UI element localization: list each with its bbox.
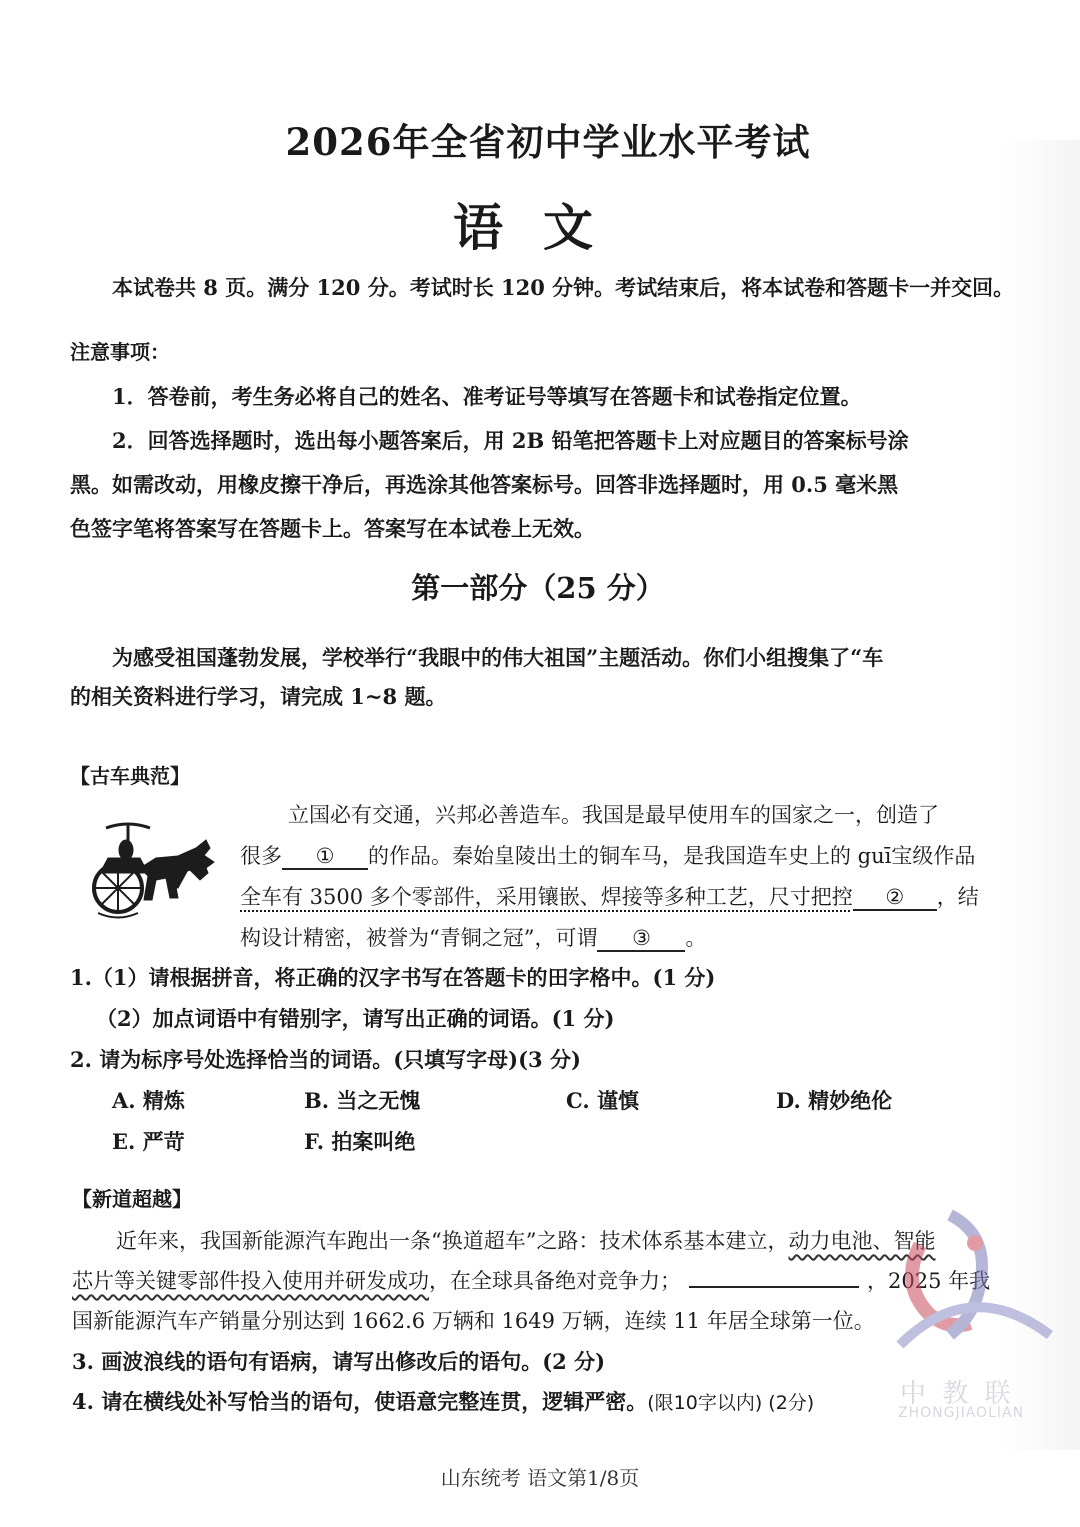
question-4-limit: (限10字以内) (2分) <box>647 1392 815 1414</box>
question-1-part-1: 1.（1）请根据拼音，将正确的汉字书写在答题卡的田字格中。(1 分) <box>70 965 716 990</box>
passage2-line-2-mid: ，在全球具备绝对竞争力； <box>429 1269 681 1293</box>
exam-intro: 本试卷共 8 页。满分 120 分。考试时长 120 分钟。考试结束后，将本试卷和答题卡一并交回。 <box>112 275 1015 300</box>
option-a: A. 精炼 <box>112 1088 185 1113</box>
option-e: E. 严苛 <box>112 1129 185 1154</box>
passage2-line-2-end: ，2025 年我 <box>867 1269 991 1293</box>
watermark-emblem-icon <box>880 1205 1065 1375</box>
option-d: D. 精妙绝伦 <box>776 1088 893 1113</box>
passage1-line-3 <box>240 881 979 911</box>
blank-2: ② <box>853 885 937 911</box>
part1-intro-line-1: 为感受祖国蓬勃发展，学校举行“我眼中的伟大祖国”主题活动。你们小组搜集了“车 <box>112 645 884 670</box>
passage2-line-1-start: 近年来，我国新能源汽车跑出一条“换道超车”之路：技术体系基本建立， <box>116 1229 789 1253</box>
passage2-heading: 【新道超越】 <box>72 1187 192 1211</box>
blank-3: ③ <box>597 926 685 952</box>
passage1-line-1: 立国必有交通，兴邦必善造车。我国是最早使用车的国家之一，创造了 <box>288 803 939 827</box>
watermark-en-text: ZHONGJIAOLIAN <box>898 1405 1025 1421</box>
exam-title: 2026年全省初中学业水平考试 <box>285 120 811 164</box>
passage1-line-2-end: 的作品。秦始皇陵出土的铜车马，是我国造车史上的 guī宝级作品 <box>368 844 976 868</box>
passage1-line-2-start: 很多 <box>240 844 282 868</box>
question-3: 3. 画波浪线的语句有语病，请写出修改后的语句。(2 分) <box>72 1349 606 1374</box>
question-4-text: 4. 请在横线处补写恰当的语句，使语意完整连贯，逻辑严密。 <box>72 1389 648 1414</box>
passage2-line-2 <box>72 1265 990 1295</box>
passage1-line-2 <box>240 840 975 870</box>
question-2: 2. 请为标序号处选择恰当的词语。(只填写字母)(3 分) <box>70 1047 581 1072</box>
bronze-chariot-image <box>78 818 223 923</box>
passage1-line-4-start: 构设计精密，被誉为“青铜之冠”，可谓 <box>240 926 598 950</box>
notes-item-1: 1．答卷前，考生务必将自己的姓名、准考证号等填写在答题卡和试卷指定位置。 <box>112 384 862 409</box>
passage2-wavy-sentence-part-1: 动力电池、智能 <box>788 1229 936 1253</box>
question-4 <box>72 1386 814 1416</box>
option-c: C. 谨慎 <box>566 1088 639 1113</box>
passage1-line-3-start: 全车有 3500 多个零部件，采用镶嵌、焊接等多种工艺，尺寸把控 <box>240 885 853 909</box>
notes-heading: 注意事项： <box>70 340 170 364</box>
passage1-heading: 【古车典范】 <box>70 764 190 788</box>
notes-item-2-line-3: 色签字笔将答案写在答题卡上。答案写在本试卷上无效。 <box>70 516 595 541</box>
passage1-line-3-end: ，结 <box>936 885 979 909</box>
passage2-line-1 <box>116 1225 935 1255</box>
subject-title: 语文 <box>453 198 633 257</box>
passage1-line-4 <box>240 922 706 952</box>
option-f: F. 拍案叫绝 <box>304 1129 416 1154</box>
notes-item-2-line-1: 2．回答选择题时，选出每小题答案后，用 2B 铅笔把答题卡上对应题目的答案标号涂 <box>112 428 909 453</box>
notes-item-2-line-2: 黑。如需改动，用橡皮擦干净后，再选涂其他答案标号。回答非选择题时，用 0.5 毫米黑 <box>70 472 899 497</box>
page-footer: 山东统考 语文第1/8页 <box>440 1466 640 1490</box>
passage2-wavy-sentence-part-2: 芯片等关键零部件投入使用并研发成功 <box>72 1269 429 1293</box>
passage1-line-4-end: 。 <box>685 926 707 950</box>
option-b: B. 当之无愧 <box>304 1088 421 1113</box>
part1-intro-line-2: 的相关资料进行学习，请完成 1~8 题。 <box>70 684 447 709</box>
part1-heading: 第一部分（25 分） <box>411 571 665 605</box>
passage2-line-3: 国新能源汽车产销量分别达到 1662.6 万辆和 1649 万辆，连续 11 年居全球第一位。 <box>72 1309 875 1333</box>
watermark-cn-text: 中 教 联 <box>900 1379 1015 1409</box>
blank-1: ① <box>282 844 368 870</box>
fill-in-blank-line <box>689 1286 859 1288</box>
zhongjiaolian-watermark-logo <box>880 1205 1065 1425</box>
question-1-part-2: （2）加点词语中有错别字，请写出正确的词语。(1 分) <box>96 1006 615 1031</box>
